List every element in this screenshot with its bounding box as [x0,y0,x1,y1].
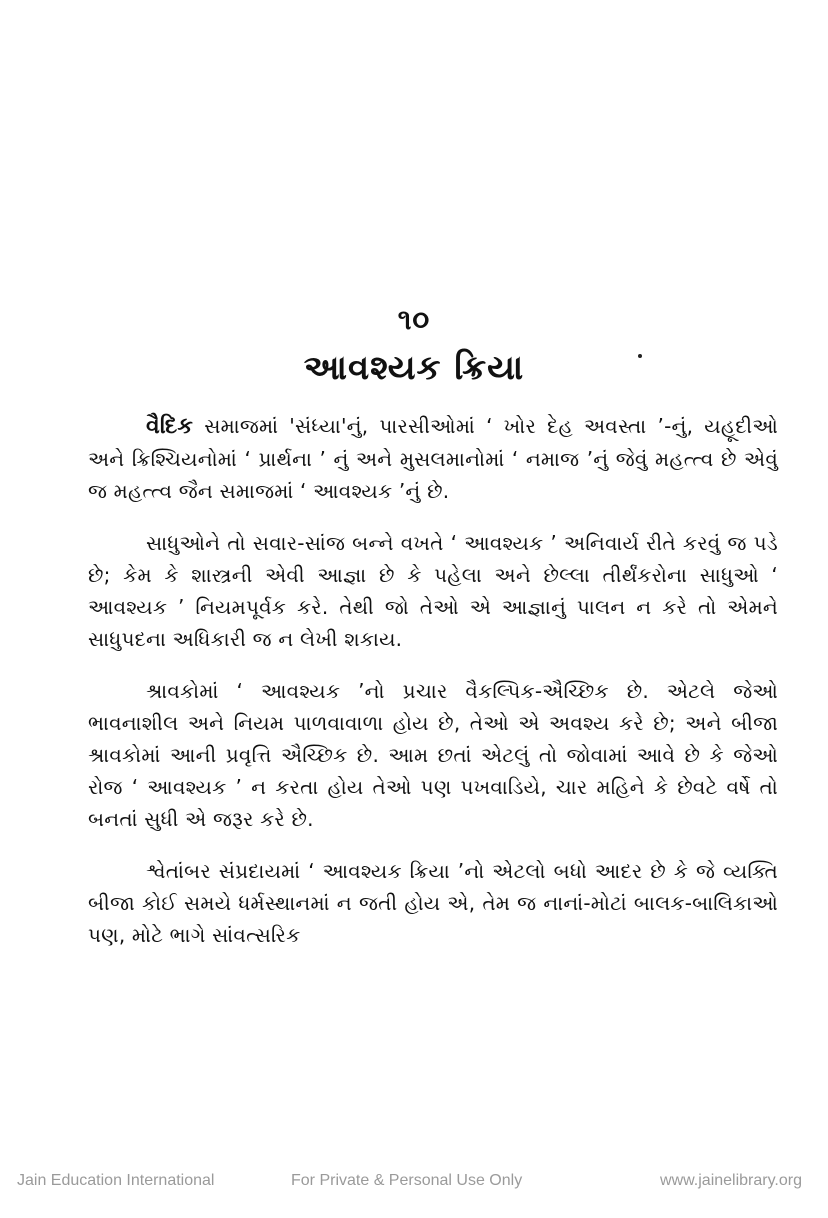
paragraph-text: શ્વેતાંબર સંપ્રદાયમાં ‘ આવશ્યક ક્રિયા ’નો એટલો બધો આદર છે કે જે વ્યક્તિ બીજા કોઈ સમયે ધર્મસ્થાનમાં ન જતી હોય એ, તેમ જ નાનાં-મોટાં બાલક-બાલિકાઓ પણ, મોટે ભાગે સાંવત્સરિક [88,859,778,947]
chapter-number: ૧૦ [397,303,431,336]
scan-speck [638,354,642,358]
paragraph-text: સાધુઓને તો સવાર-સાંજ બન્ને વખતે ‘ આવશ્યક ’ અનિવાર્ય રીતે કરવું જ પડે છે; કેમ કે શાસ્ત્રની એવી આજ્ઞા છે કે પહેલા અને છેલ્લા તીર્થંકરોના સાધુઓ ‘ આવશ્યક ’ નિયમપૂર્વક કરે. તેથી જો તેઓ એ આજ્ઞાનું પાલન ન કરે તો એમને સાધુપદના અધિકારી જ ન લેખી શકાય. [88,531,778,651]
chapter-title: આવશ્યક ક્રિયા [303,348,525,388]
page-footer [0,1172,828,1198]
paragraph-lead-word: વૈદિક [146,414,194,439]
paragraph-3 [88,675,778,835]
paragraph-2 [88,527,778,655]
paragraph-1 [88,410,778,507]
paragraph-text: શ્રાવકોમાં ‘ આવશ્યક ’નો પ્રચાર વૈકલ્પિક-ઐચ્છિક છે. એટલે જેઓ ભાવનાશીલ અને નિયમ પાળવાવાળા હોય છે, તેઓ એ અવશ્ય કરે છે; અને બીજા શ્રાવકોમાં આની પ્રવૃત્તિ ઐચ્છિક છે. આમ છતાં એટલું તો જોવામાં આવે છે કે જેઓ રોજ ‘ આવશ્યક ’ ન કરતા હોય તેઓ પણ પખવાડિયે, ચાર મહિને કે છેવટે વર્ષે તો બનતાં સુધી એ જરૂર કરે છે. [88,679,778,831]
chapter-body [88,410,778,971]
footer-website-link[interactable]: www.jainelibrary.org [660,1172,802,1189]
footer-usage-note: For Private & Personal Use Only [291,1172,523,1189]
footer-publisher: Jain Education International [17,1172,215,1189]
paragraph-4 [88,855,778,951]
paragraph-text: સમાજમાં 'સંધ્યા'નું, પારસીઓમાં ‘ ખોર દેહ અવસ્તા ’-નું, યહૂદીઓ અને ક્રિશ્ચિયનોમાં ‘ પ્રાર્થના ’ નું અને મુસલમાનોમાં ‘ નમાજ ’નું જેવું મહત્ત્વ છે એવું જ મહત્ત્વ જૈન સમાજમાં ‘ આવશ્યક ’નું છે. [88,414,778,503]
